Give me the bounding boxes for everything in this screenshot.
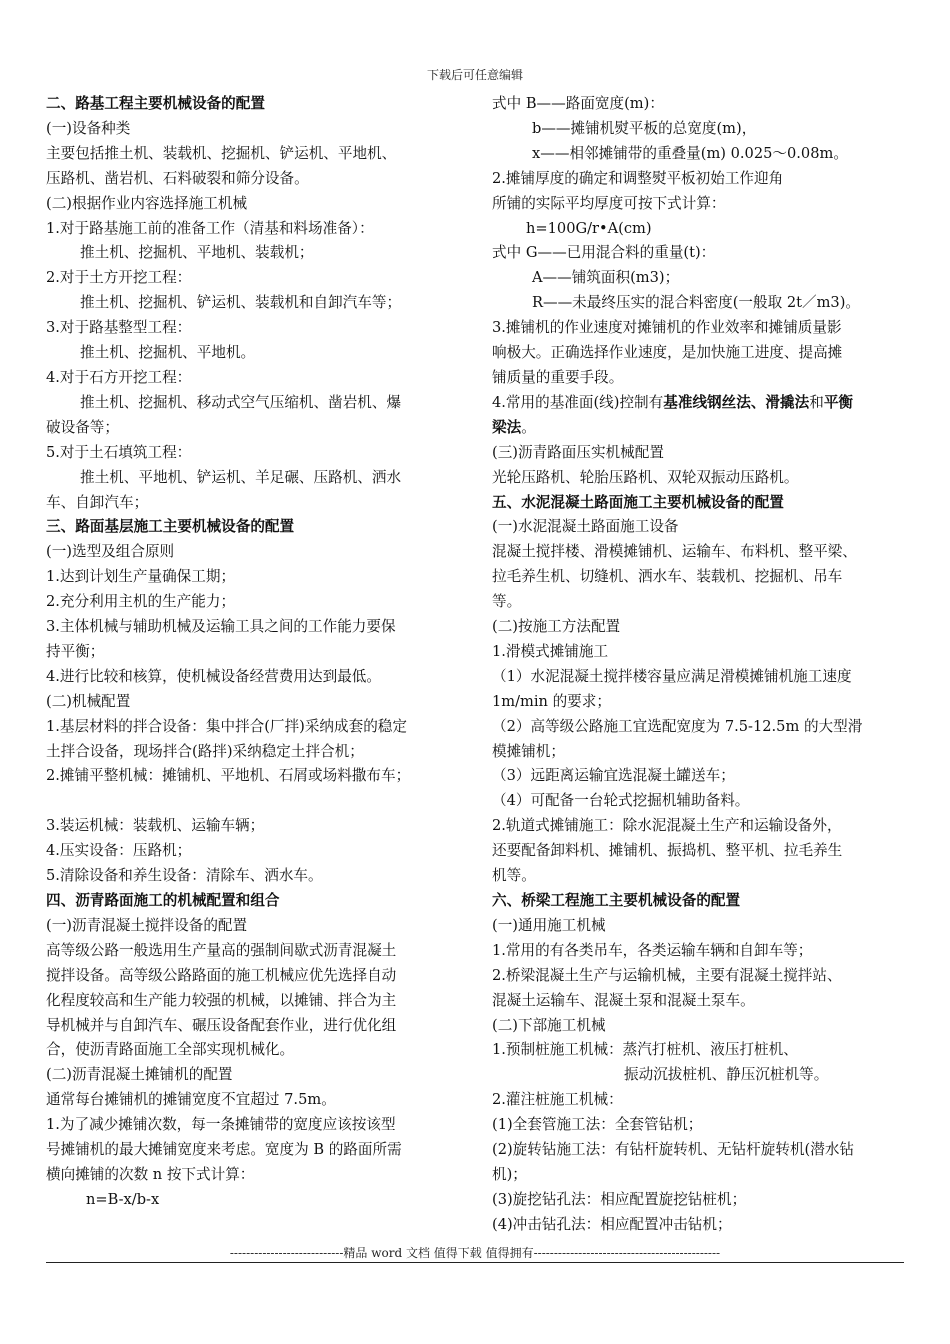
text-line: b——摊铺机熨平板的总宽度(m)， — [532, 119, 757, 137]
text-line: 1.为了减少摊铺次数，每一条摊铺带的宽度应该按该型 — [46, 1116, 396, 1134]
text-line: 2.摊铺平整机械：摊铺机、平地机、石屑或场料撒布车； — [46, 767, 411, 785]
text-line: 模摊铺机； — [492, 742, 565, 760]
text-line: 光轮压路机、轮胎压路机、双轮双振动压路机。 — [492, 468, 799, 486]
page-header: 下载后可任意编辑 — [426, 68, 523, 82]
text-line: 主要包括推土机、装载机、挖掘机、铲运机、平地机、 — [46, 144, 397, 162]
section-heading: 五、水泥混凝土路面施工主要机械设备的配置 — [492, 493, 784, 511]
text-line — [492, 416, 917, 441]
text-line: 4.进行比较和核算，使机械设备经营费用达到最低。 — [46, 667, 381, 685]
text-segment: 。 — [521, 418, 536, 436]
blank-line — [46, 789, 470, 814]
text-line: 合，使沥青路面施工全部实现机械化。 — [46, 1041, 295, 1059]
text-line: 推土机、挖掘机、平地机、装载机； — [80, 244, 314, 262]
text-line: 振动沉拔桩机、静压沉桩机等。 — [624, 1066, 829, 1084]
text-line: (二)按施工方法配置 — [492, 618, 621, 636]
right-column — [492, 92, 917, 1238]
text-line: (1)全套管施工法：全套管钻机； — [492, 1116, 703, 1134]
text-line: 推土机、挖掘机、平地机。 — [80, 344, 256, 362]
text-line: (一)沥青混凝土搅拌设备的配置 — [46, 916, 248, 934]
section-heading: 二、路基工程主要机械设备的配置 — [46, 95, 265, 112]
text-line: (一)通用施工机械 — [492, 916, 606, 934]
text-line: 5.清除设备和养生设备：清除车、洒水车。 — [46, 867, 323, 885]
text-line: （1）水泥混凝土搅拌楼容量应满足滑模摊铺机施工速度 — [492, 667, 852, 685]
text-line: 式中 G——已用混合料的重量(t)： — [492, 244, 716, 262]
text-line: 1.预制桩施工机械：蒸汽打桩机、液压打桩机、 — [492, 1041, 798, 1059]
text-line: 铺质量的重要手段。 — [492, 368, 624, 386]
text-line: x——相邻摊铺带的重叠量(m) 0.025～0.08m。 — [532, 144, 848, 162]
text-line: (一)设备种类 — [46, 119, 131, 137]
text-line: 压路机、凿岩机、石料破裂和筛分设备。 — [46, 169, 309, 187]
text-line: 4.压实设备：压路机； — [46, 842, 192, 860]
text-line: 机)； — [492, 1165, 527, 1183]
text-line: (一)选型及组合原则 — [46, 543, 175, 561]
text-line: 推土机、平地机、铲运机、羊足碾、压路机、洒水 — [80, 468, 402, 486]
text-line: (二)下部施工机械 — [492, 1016, 606, 1034]
text-line: 机等。 — [492, 867, 536, 885]
page-footer: ----------------------------精品 word 文档 值得下载 值得拥有---------------------------------------------- — [229, 1246, 721, 1260]
text-line: 破设备等； — [46, 418, 119, 436]
text-line: 导机械并与自卸汽车、碾压设备配套作业，进行优化组 — [46, 1016, 397, 1034]
text-line: (3)旋挖钻孔法：相应配置旋挖钻桩机； — [492, 1190, 747, 1208]
left-column — [46, 92, 470, 1213]
bold-term: 平衡 — [823, 393, 854, 411]
text-line: 4.对于石方开挖工程： — [46, 368, 192, 386]
text-line: 混凝土搅拌楼、滑模摊铺机、运输车、布料机、整平梁、 — [492, 543, 857, 561]
text-line: 1m/min 的要求； — [492, 692, 611, 710]
bold-term: 基准线钢丝法、滑撬法 — [663, 393, 810, 411]
text-segment: 和 — [809, 393, 824, 411]
text-line: 5.对于土石填筑工程： — [46, 443, 192, 461]
section-heading: 四、沥青路面施工的机械配置和组合 — [46, 891, 280, 909]
text-line: 式中 B——路面宽度(m)： — [492, 95, 664, 112]
text-line: (三)沥青路面压实机械配置 — [492, 443, 664, 461]
text-line: 横向摊铺的次数 n 按下式计算： — [46, 1165, 255, 1183]
text-line — [492, 391, 917, 416]
text-line: 1.滑模式摊铺施工 — [492, 642, 609, 660]
text-line: R——未最终压实的混合料密度(一般取 2t／m3)。 — [532, 294, 860, 312]
text-line: 2.轨道式摊铺施工：除水泥混凝土生产和运输设备外， — [492, 817, 842, 835]
text-line: 拉毛养生机、切缝机、洒水车、装载机、挖掘机、吊车 — [492, 568, 843, 586]
text-line: 持平衡； — [46, 642, 105, 660]
bold-term: 梁法 — [492, 418, 522, 436]
text-line: A——铺筑面积(m3)； — [532, 269, 680, 287]
text-line: 混凝土运输车、混凝土泵和混凝土泵车。 — [492, 991, 755, 1009]
text-line: （2）高等级公路施工宜选配宽度为 7.5-12.5m 的大型滑 — [492, 717, 863, 735]
text-segment: 4.常用的基准面(线)控制有 — [492, 393, 664, 411]
text-line: 推土机、挖掘机、铲运机、装载机和自卸汽车等； — [80, 294, 402, 312]
text-line: (一)水泥混凝土路面施工设备 — [492, 518, 679, 536]
text-line: h=100G/r•A(cm) — [526, 219, 652, 237]
section-heading: 三、路面基层施工主要机械设备的配置 — [46, 518, 295, 536]
text-line: 3.装运机械：装载机、运输车辆； — [46, 817, 265, 835]
text-line: 1.对于路基施工前的准备工作（清基和料场准备）： — [46, 219, 374, 237]
text-line: 2.摊铺厚度的确定和调整熨平板初始工作迎角 — [492, 169, 784, 187]
text-line: 搅拌设备。高等级公路路面的施工机械应优先选择自动 — [46, 966, 397, 984]
footer-rule — [46, 1262, 904, 1263]
text-line: 3.对于路基整型工程： — [46, 319, 192, 337]
text-line: 化程度较高和生产能力较强的机械，以摊铺、拌合为主 — [46, 991, 397, 1009]
text-line: 等。 — [492, 593, 522, 611]
text-line: 1.达到计划生产量确保工期； — [46, 568, 236, 586]
text-line: 3.摊铺机的作业速度对摊铺机的作业效率和摊铺质量影 — [492, 319, 842, 337]
text-line: (2)旋转钻施工法：有钻杆旋转机、无钻杆旋转机(潜水钻 — [492, 1141, 855, 1159]
text-line: 还要配备卸料机、摊铺机、振捣机、整平机、拉毛养生 — [492, 842, 843, 860]
text-line: n=B-x/b-x — [86, 1190, 160, 1208]
text-line: 3.主体机械与辅助机械及运输工具之间的工作能力要保 — [46, 618, 396, 636]
text-line: 推土机、挖掘机、移动式空气压缩机、凿岩机、爆 — [80, 393, 402, 411]
text-line: 2.充分利用主机的生产能力； — [46, 593, 236, 611]
text-line: 通常每台摊铺机的摊铺宽度不宜超过 7.5m。 — [46, 1091, 336, 1109]
text-line: 高等级公路一般选用生产量高的强制间歇式沥青混凝土 — [46, 941, 397, 959]
text-line: 号摊铺机的最大摊铺宽度来考虑。宽度为 B 的路面所需 — [46, 1141, 402, 1159]
text-line: 所铺的实际平均厚度可按下式计算： — [492, 194, 726, 212]
text-line: (二)沥青混凝土摊铺机的配置 — [46, 1066, 233, 1084]
text-line: 2.桥梁混凝土生产与运输机械，主要有混凝土搅拌站、 — [492, 966, 842, 984]
text-line: 1.基层材料的拌合设备：集中拌合(厂拌)采纳成套的稳定 — [46, 717, 407, 735]
section-heading: 六、桥梁工程施工主要机械设备的配置 — [492, 892, 741, 909]
text-line: 响极大。正确选择作业速度，是加快施工进度、提高摊 — [492, 344, 843, 362]
text-line: (4)冲击钻孔法：相应配置冲击钻机； — [492, 1215, 732, 1233]
text-line: 2.灌注桩施工机械： — [492, 1091, 623, 1109]
text-line: 2.对于土方开挖工程： — [46, 269, 192, 287]
text-line: (二)根据作业内容选择施工机械 — [46, 194, 248, 212]
text-line: （3）远距离运输宜选混凝土罐送车； — [492, 767, 735, 785]
text-line: 土拌合设备，现场拌合(路拌)采纳稳定土拌合机； — [46, 742, 364, 760]
text-line: 车、自卸汽车； — [46, 493, 149, 511]
text-line: (二)机械配置 — [46, 692, 131, 710]
text-line: （4）可配备一台轮式挖掘机辅助备料。 — [492, 792, 750, 810]
text-line: 1.常用的有各类吊车，各类运输车辆和自卸车等； — [492, 941, 813, 959]
